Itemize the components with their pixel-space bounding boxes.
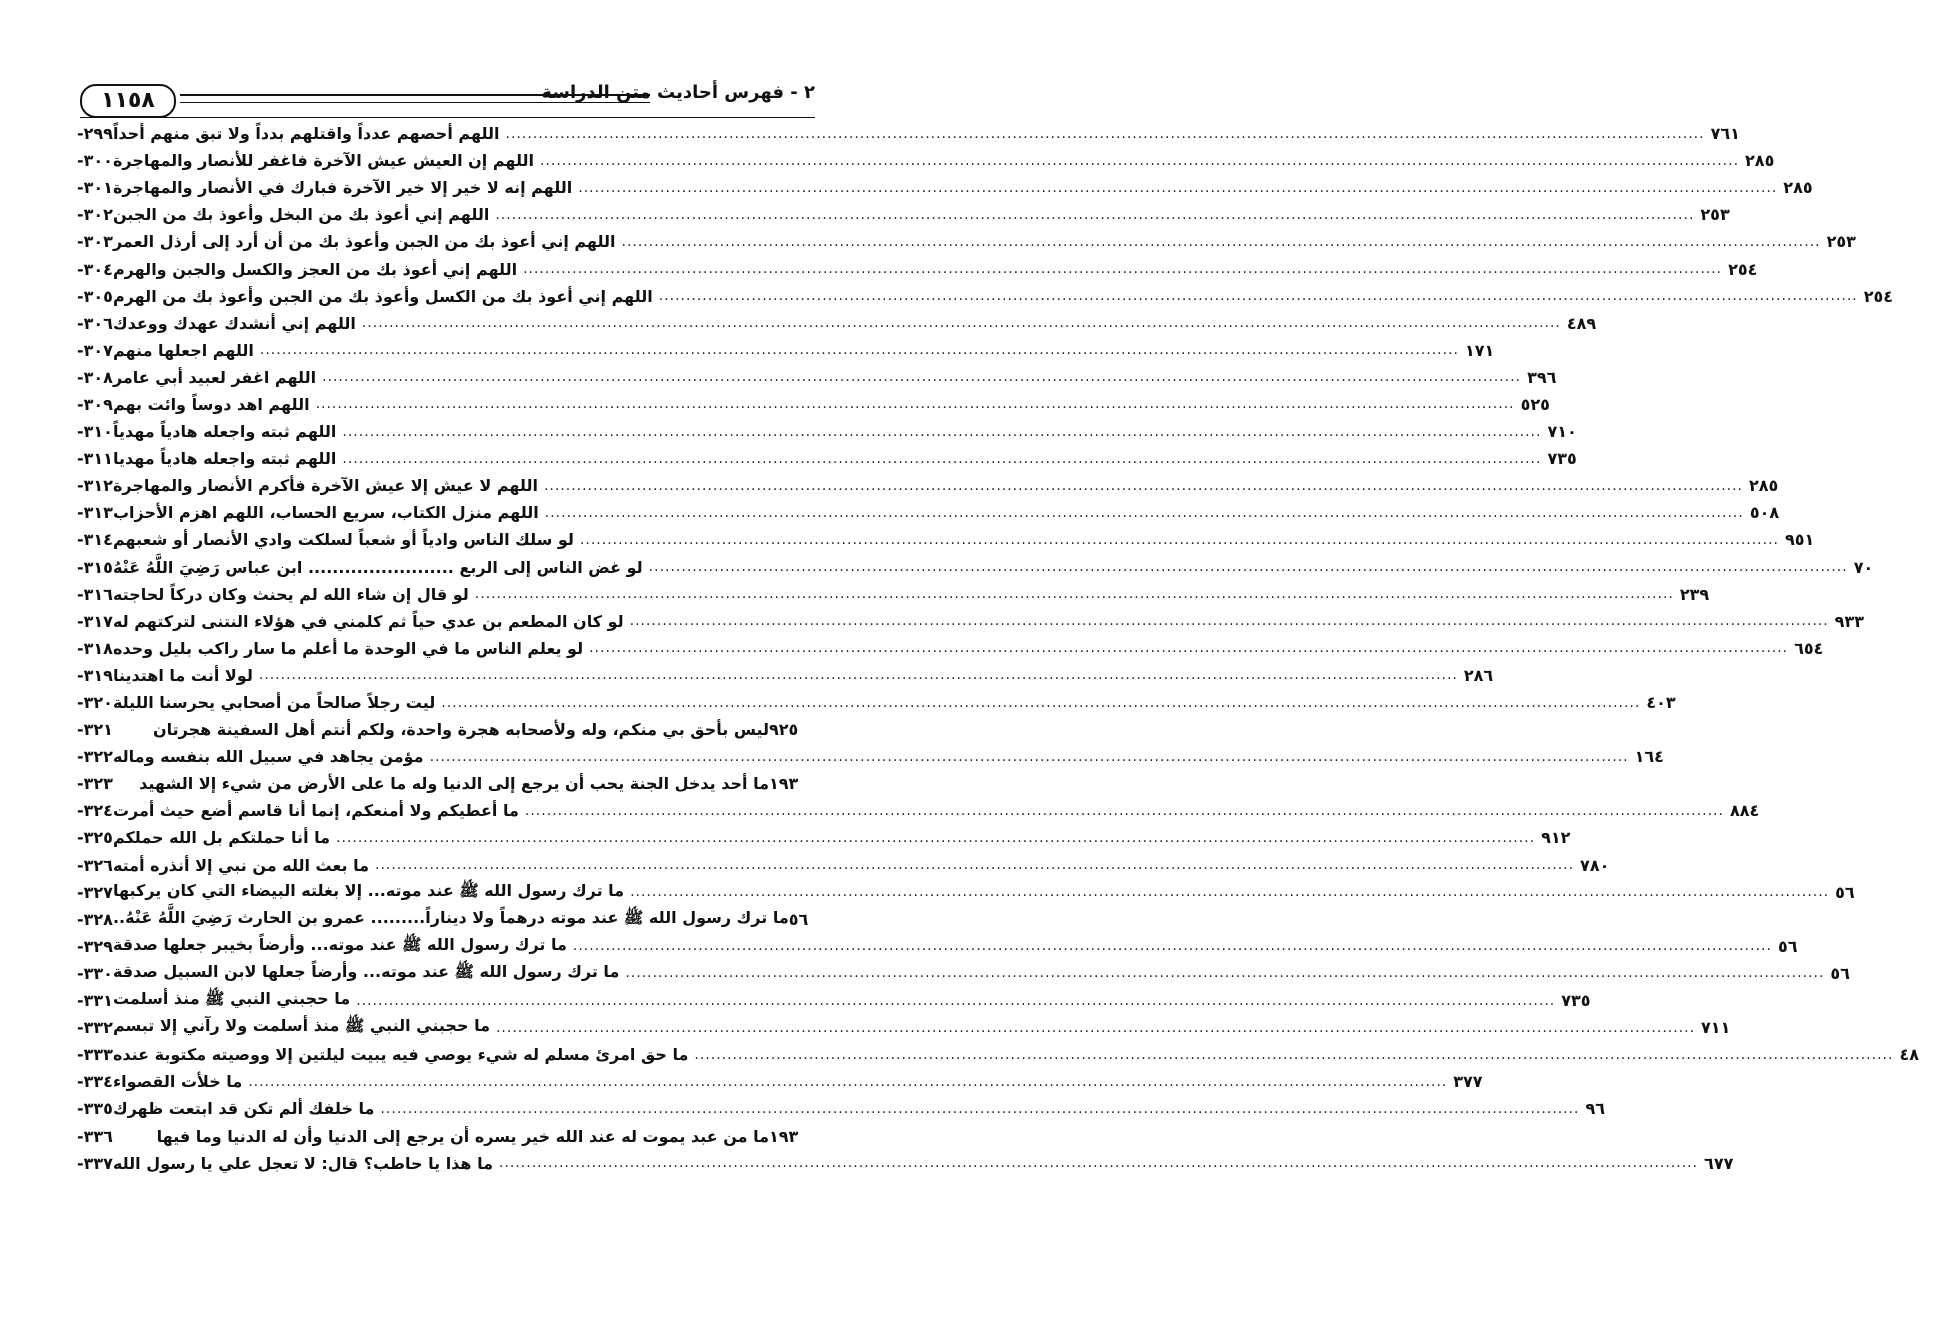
dot-leader: ............................................................................................................................................................................................................................ [258,667,1458,684]
entry-number: ٣٣١- [77,991,113,1011]
dot-leader: ............................................................................................................................................................................................................................ [342,450,1542,467]
index-entry [75,581,1710,608]
entry-text: اللهم إني أعوذ بك من الجبن وأعوذ بك من أن أرد إلى أرذل العمر [112,232,616,252]
entry-page-number: ٢٨٦ [1463,665,1494,685]
dot-leader: ............................................................................................................................................................................................................................ [539,152,1740,169]
dot-leader: ............................................................................................................................................................................................................................ [524,802,1724,819]
index-entry [75,228,1856,255]
header-title: ٢ - فهرس أحاديث متن الدراسة [541,82,815,103]
dot-leader: ............................................................................................................................................................................................................................ [625,965,1825,982]
dot-leader: ............................................................................................................................................................................................................................ [495,206,1695,223]
entry-text: لو سلك الناس وادياً أو شعباً لسلكت وادي الأنصار أو شعبهم [112,530,574,550]
entry-text: ما أنا حملتكم بل الله حملكم [112,828,331,848]
entry-number: ٣٠٧- [77,340,113,360]
entry-number: ٣٢٥- [77,828,113,848]
entry-page-number: ٥٢٥ [1520,394,1550,414]
entry-page-number: ٥٦ [788,909,809,929]
entry-text: ما ترك رسول الله ﷺ عند موته... وأرضاً بخيبر جعلها صدقة [112,934,567,954]
entry-text: ما بعث الله من نبي إلا أنذره أمته [112,855,369,875]
entry-page-number: ٧١٠ [1547,422,1577,442]
entry-page-number: ٩١٢ [1541,828,1571,848]
entry-text: اللهم إني أعوذ بك من البخل وأعوذ بك من الجبن [112,205,490,225]
index-entry [75,201,1730,228]
entry-text: لولا أنت ما اهتدينا [112,665,253,685]
entry-text: اللهم اغفر لعبيد أبي عامر [112,367,317,387]
entry-text: ما ترك رسول الله ﷺ عند موته... إلا بغلته البيضاء التي كان يركبها [112,880,625,900]
dot-leader: ............................................................................................................................................................................................................................ [543,477,1743,494]
entry-number: ٣١٢- [77,476,113,496]
entry-number: ٣٠٨- [77,367,113,387]
entry-page-number: ٢٥٣ [1826,232,1856,252]
dot-leader: ............................................................................................................................................................................................................................ [356,992,1556,1009]
entry-text: اللهم إني أنشدك عهدك ووعدك [112,313,356,333]
index-entry [75,310,1597,337]
entry-page-number: ٧٨٠ [1580,855,1610,875]
dot-leader: ............................................................................................................................................................................................................................ [505,125,1705,142]
entry-number: ٣٠٦- [77,313,113,333]
entry-number: ٣١٨- [77,638,113,658]
dot-leader: ............................................................................................................................................................................................................................ [499,1155,1699,1172]
entry-page-number: ٢٥٤ [1863,286,1894,306]
entry-number: ٢٩٩- [77,124,113,144]
entry-number: ٣١٣- [77,503,113,523]
entry-page-number: ٥٦ [1777,936,1798,956]
entry-text: ما حق امرئ مسلم له شيء يوصي فيه يبيت ليلتين إلا ووصيته مكتوبة عنده [112,1045,689,1065]
entry-text: ما خلفك ألم تكن قد ابتعت ظهرك [112,1099,375,1119]
dot-leader: ............................................................................................................................................................................................................................ [589,640,1789,657]
entry-number: ٣٢٣- [77,774,113,794]
dot-leader: ............................................................................................................................................................................................................................ [380,1100,1580,1117]
entry-text: اللهم أحصهم عدداً واقتلهم بدداً ولا تبق منهم أحداً [112,124,500,144]
index-entry [75,689,1676,716]
index-entry [75,879,1855,906]
index-entry [75,364,1557,391]
dot-leader: ............................................................................................................................................................................................................................ [523,261,1723,278]
page-header [80,80,815,120]
dot-leader: ............................................................................................................................................................................................................................ [375,857,1575,874]
dot-leader: ............................................................................................................................................................................................................................ [579,531,1779,548]
dot-leader: ............................................................................................................................................................................................................................ [248,1073,1448,1090]
index-entry [75,906,815,933]
index-entry [75,797,1760,824]
entry-number: ٣٠١- [77,178,113,198]
entry-text: ما هذا يا حاطب؟ قال: لا تعجل علي يا رسول الله [112,1153,493,1173]
index-entry [75,1150,1734,1177]
entry-text: اللهم اهد دوساً وائت بهم [112,394,310,414]
entry-page-number: ٤٠٣ [1646,693,1676,713]
index-entry [75,391,1550,418]
entry-number: ٣٣٥- [77,1099,113,1119]
dot-leader: ............................................................................................................................................................................................................................ [474,586,1674,603]
index-entry [75,472,1779,499]
entry-page-number: ١٧١ [1464,340,1495,360]
entry-page-number: ٣٧٧ [1453,1072,1483,1092]
entry-text: لو يعلم الناس ما في الوحدة ما أعلم ما سار راكب بليل وحده [112,638,584,658]
index-entry [75,526,1815,553]
entry-number: ٣٢٧- [77,882,113,902]
entry-number: ٣٠٥- [77,286,113,306]
entry-page-number: ٩٦ [1585,1099,1606,1119]
dot-leader: ............................................................................................................................................................................................................................ [322,369,1522,386]
entry-number: ٣٢٠- [77,693,113,713]
dot-leader: ............................................................................................................................................................................................................................ [621,233,1821,250]
entry-page-number: ٢٨٥ [1783,178,1813,198]
dot-leader: ............................................................................................................................................................................................................................ [429,748,1629,765]
entry-number: ٣٢٩- [77,936,113,956]
entry-page-number: ٢٨٥ [1745,151,1775,171]
entry-number: ٣٣٣- [77,1045,113,1065]
entry-page-number: ٢٥٣ [1700,205,1730,225]
index-entry [75,337,1495,364]
entry-number: ٣٠٢- [77,205,113,225]
entry-page-number: ٩٢٥ [769,720,799,740]
entry-number: ٣٢٤- [77,801,113,821]
entry-number: ٣٢١- [77,720,113,740]
entry-number: ٣١٩- [77,665,113,685]
dot-leader: ............................................................................................................................................................................................................................ [572,938,1772,955]
dot-leader: ............................................................................................................................................................................................................................ [578,179,1778,196]
entry-page-number: ٦٧٧ [1704,1153,1734,1173]
index-entry [75,852,1610,879]
index-entry [75,987,1591,1014]
entry-number: ٣١٧- [77,611,113,631]
entry-number: ٣١٠- [77,422,113,442]
page-number: ١١٥٨ [80,84,176,118]
entry-number: ٣٢٦- [77,855,113,875]
index-entry [75,960,1850,987]
index-entry [75,743,1664,770]
entry-page-number: ٣٩٦ [1527,367,1557,387]
index-entry [75,499,1780,526]
entry-page-number: ٧٠ [1853,557,1874,577]
index-entry [75,1095,1606,1122]
index-entry [75,283,1894,310]
entry-page-number: ٤٨٩ [1566,313,1597,333]
entry-page-number: ١٩٣ [769,774,799,794]
dot-leader: ............................................................................................................................................................................................................................ [259,342,1459,359]
entry-page-number: ١٩٣ [769,1126,799,1146]
entry-number: ٣٢٨- [77,909,113,929]
entry-page-number: ٢٥٤ [1728,259,1758,279]
index-entry [75,147,1775,174]
entry-number: ٣٣٧- [77,1153,113,1173]
entry-page-number: ٧٣٥ [1547,449,1577,469]
entry-number: ٣٠٤- [77,259,113,279]
entry-number: ٣٠٠- [77,151,113,171]
index-entry [75,255,1758,282]
index-entry [75,770,815,797]
dot-leader: ............................................................................................................................................................................................................................ [630,884,1830,901]
entry-text: اللهم منزل الكتاب، سريع الحساب، اللهم اهزم الأحزاب [112,503,539,523]
entry-text: مؤمن يجاهد في سبيل الله بنفسه وماله [112,747,424,767]
dot-leader: ............................................................................................................................................................................................................................ [658,288,1858,305]
entry-text: ما من عبد يموت له عند الله خير يسره أن يرجع إلى الدنيا وأن له الدنيا وما فيها [156,1126,769,1146]
dot-leader: ............................................................................................................................................................................................................................ [694,1046,1894,1063]
entry-text: ما خلأت القصواء [112,1072,243,1092]
index-entry [75,418,1577,445]
index-entry [75,933,1798,960]
index-entry [75,716,815,743]
entry-text: ليت رجلاً صالحاً من أصحابي يحرسنا الليلة [112,693,436,713]
entry-text: اللهم اجعلها منهم [112,340,254,360]
entry-page-number: ٨٨٤ [1729,801,1760,821]
hadith-index-list [75,120,1919,1177]
entry-page-number: ٢٨٥ [1749,476,1779,496]
entry-text: اللهم ثبته واجعله هادياً مهديا [112,449,337,469]
index-entry [75,174,1813,201]
entry-text: لو قال إن شاء الله لم يحنث وكان دركاً لحاجته [112,584,469,604]
entry-text: اللهم إني أعوذ بك من العجز والكسل والجبن والهرم [112,259,518,279]
entry-page-number: ٥٦ [1835,882,1855,902]
entry-page-number: ٩٣٣ [1834,611,1864,631]
entry-text: اللهم إني أعوذ بك من الكسل وأعوذ بك من الجبن وأعوذ بك من الهرم [112,286,653,306]
entry-page-number: ١٦٤ [1634,747,1664,767]
entry-page-number: ٧١١ [1701,1018,1731,1038]
entry-text: لو غض الناس إلى الربع ........................ ابن عباس رَضِيَ اللَّهُ عَنْهُ [112,557,643,577]
entry-text: لو كان المطعم بن عدي حياً ثم كلمني في هؤلاء النتنى لتركتهم له [112,611,624,631]
entry-text: ما أحد يدخل الجنة يحب أن يرجع إلى الدنيا وله ما على الأرض من شيء إلا الشهيد [139,774,769,794]
entry-page-number: ٩٥١ [1784,530,1815,550]
index-entry [75,1068,1483,1095]
dot-leader: ............................................................................................................................................................................................................................ [342,423,1542,440]
index-entry [75,1122,815,1149]
entry-text: اللهم ثبته واجعله هادياً مهدياً [112,422,337,442]
header-divider [80,117,815,118]
entry-page-number: ٥٠٨ [1749,503,1780,523]
entry-text: ما ترك رسول الله ﷺ عند موته... وأرضاً جعلها لابن السبيل صدقة [112,961,620,981]
index-entry [75,1014,1731,1041]
index-entry [75,662,1494,689]
entry-number: ٣١٦- [77,584,113,604]
index-entry [75,1041,1919,1068]
dot-leader: ............................................................................................................................................................................................................................ [315,396,1515,413]
entry-page-number: ٥٦ [1830,963,1850,983]
entry-number: ٣٢٢- [77,747,113,767]
entry-number: ٣٣٠- [77,963,113,983]
entry-text: ما حجبني النبي ﷺ منذ أسلمت ولا رآني إلا تبسم [112,1016,490,1036]
entry-number: ٣٣٢- [77,1018,113,1038]
entry-page-number: ٢٣٩ [1679,584,1710,604]
index-entry [75,635,1824,662]
entry-number: ٣٣٤- [77,1072,113,1092]
entry-text: ما ترك رسول الله ﷺ عند موته درهماً ولا ديناراً......... عمرو بن الحارث رَضِيَ اللَّهُ عَنْهُ.. [112,907,789,927]
dot-leader: ............................................................................................................................................................................................................................ [441,694,1641,711]
entry-text: اللهم إنه لا خير إلا خير الآخرة فبارك في الأنصار والمهاجرة [112,178,573,198]
entry-page-number: ٤٨ [1899,1045,1919,1065]
dot-leader: ............................................................................................................................................................................................................................ [629,613,1829,630]
entry-number: ٣١١- [77,449,113,469]
entry-page-number: ٦٥٤ [1794,638,1824,658]
dot-leader: ............................................................................................................................................................................................................................ [544,504,1744,521]
entry-number: ٣٣٦- [77,1126,113,1146]
index-entry [75,445,1577,472]
dot-leader: ............................................................................................................................................................................................................................ [648,559,1848,576]
entry-text: اللهم لا عيش إلا عيش الآخرة فأكرم الأنصار والمهاجرة [112,476,538,496]
entry-number: ٣١٤- [77,530,113,550]
entry-number: ٣٠٩- [77,394,113,414]
index-entry [75,608,1864,635]
index-entry [75,824,1571,851]
dot-leader: ............................................................................................................................................................................................................................ [495,1019,1696,1036]
index-entry [75,554,1874,581]
entry-page-number: ٧٣٥ [1561,991,1591,1011]
entry-text: ما أعطيكم ولا أمنعكم، إنما أنا قاسم أضع حيث أمرت [112,801,519,821]
entry-text: ما حجبني النبي ﷺ منذ أسلمت [112,989,351,1009]
entry-text: ليس بأحق بي منكم، وله ولأصحابه هجرة واحدة، ولكم أنتم أهل السفينة هجرتان [152,720,769,740]
entry-number: ٣١٥- [77,557,113,577]
entry-number: ٣٠٣- [77,232,113,252]
dot-leader: ............................................................................................................................................................................................................................ [336,829,1536,846]
dot-leader: ............................................................................................................................................................................................................................ [361,315,1561,332]
index-entry [75,120,1740,147]
entry-text: اللهم إن العيش عيش الآخرة فاغفر للأنصار والمهاجرة [112,151,534,171]
entry-page-number: ٧٦١ [1710,124,1740,144]
